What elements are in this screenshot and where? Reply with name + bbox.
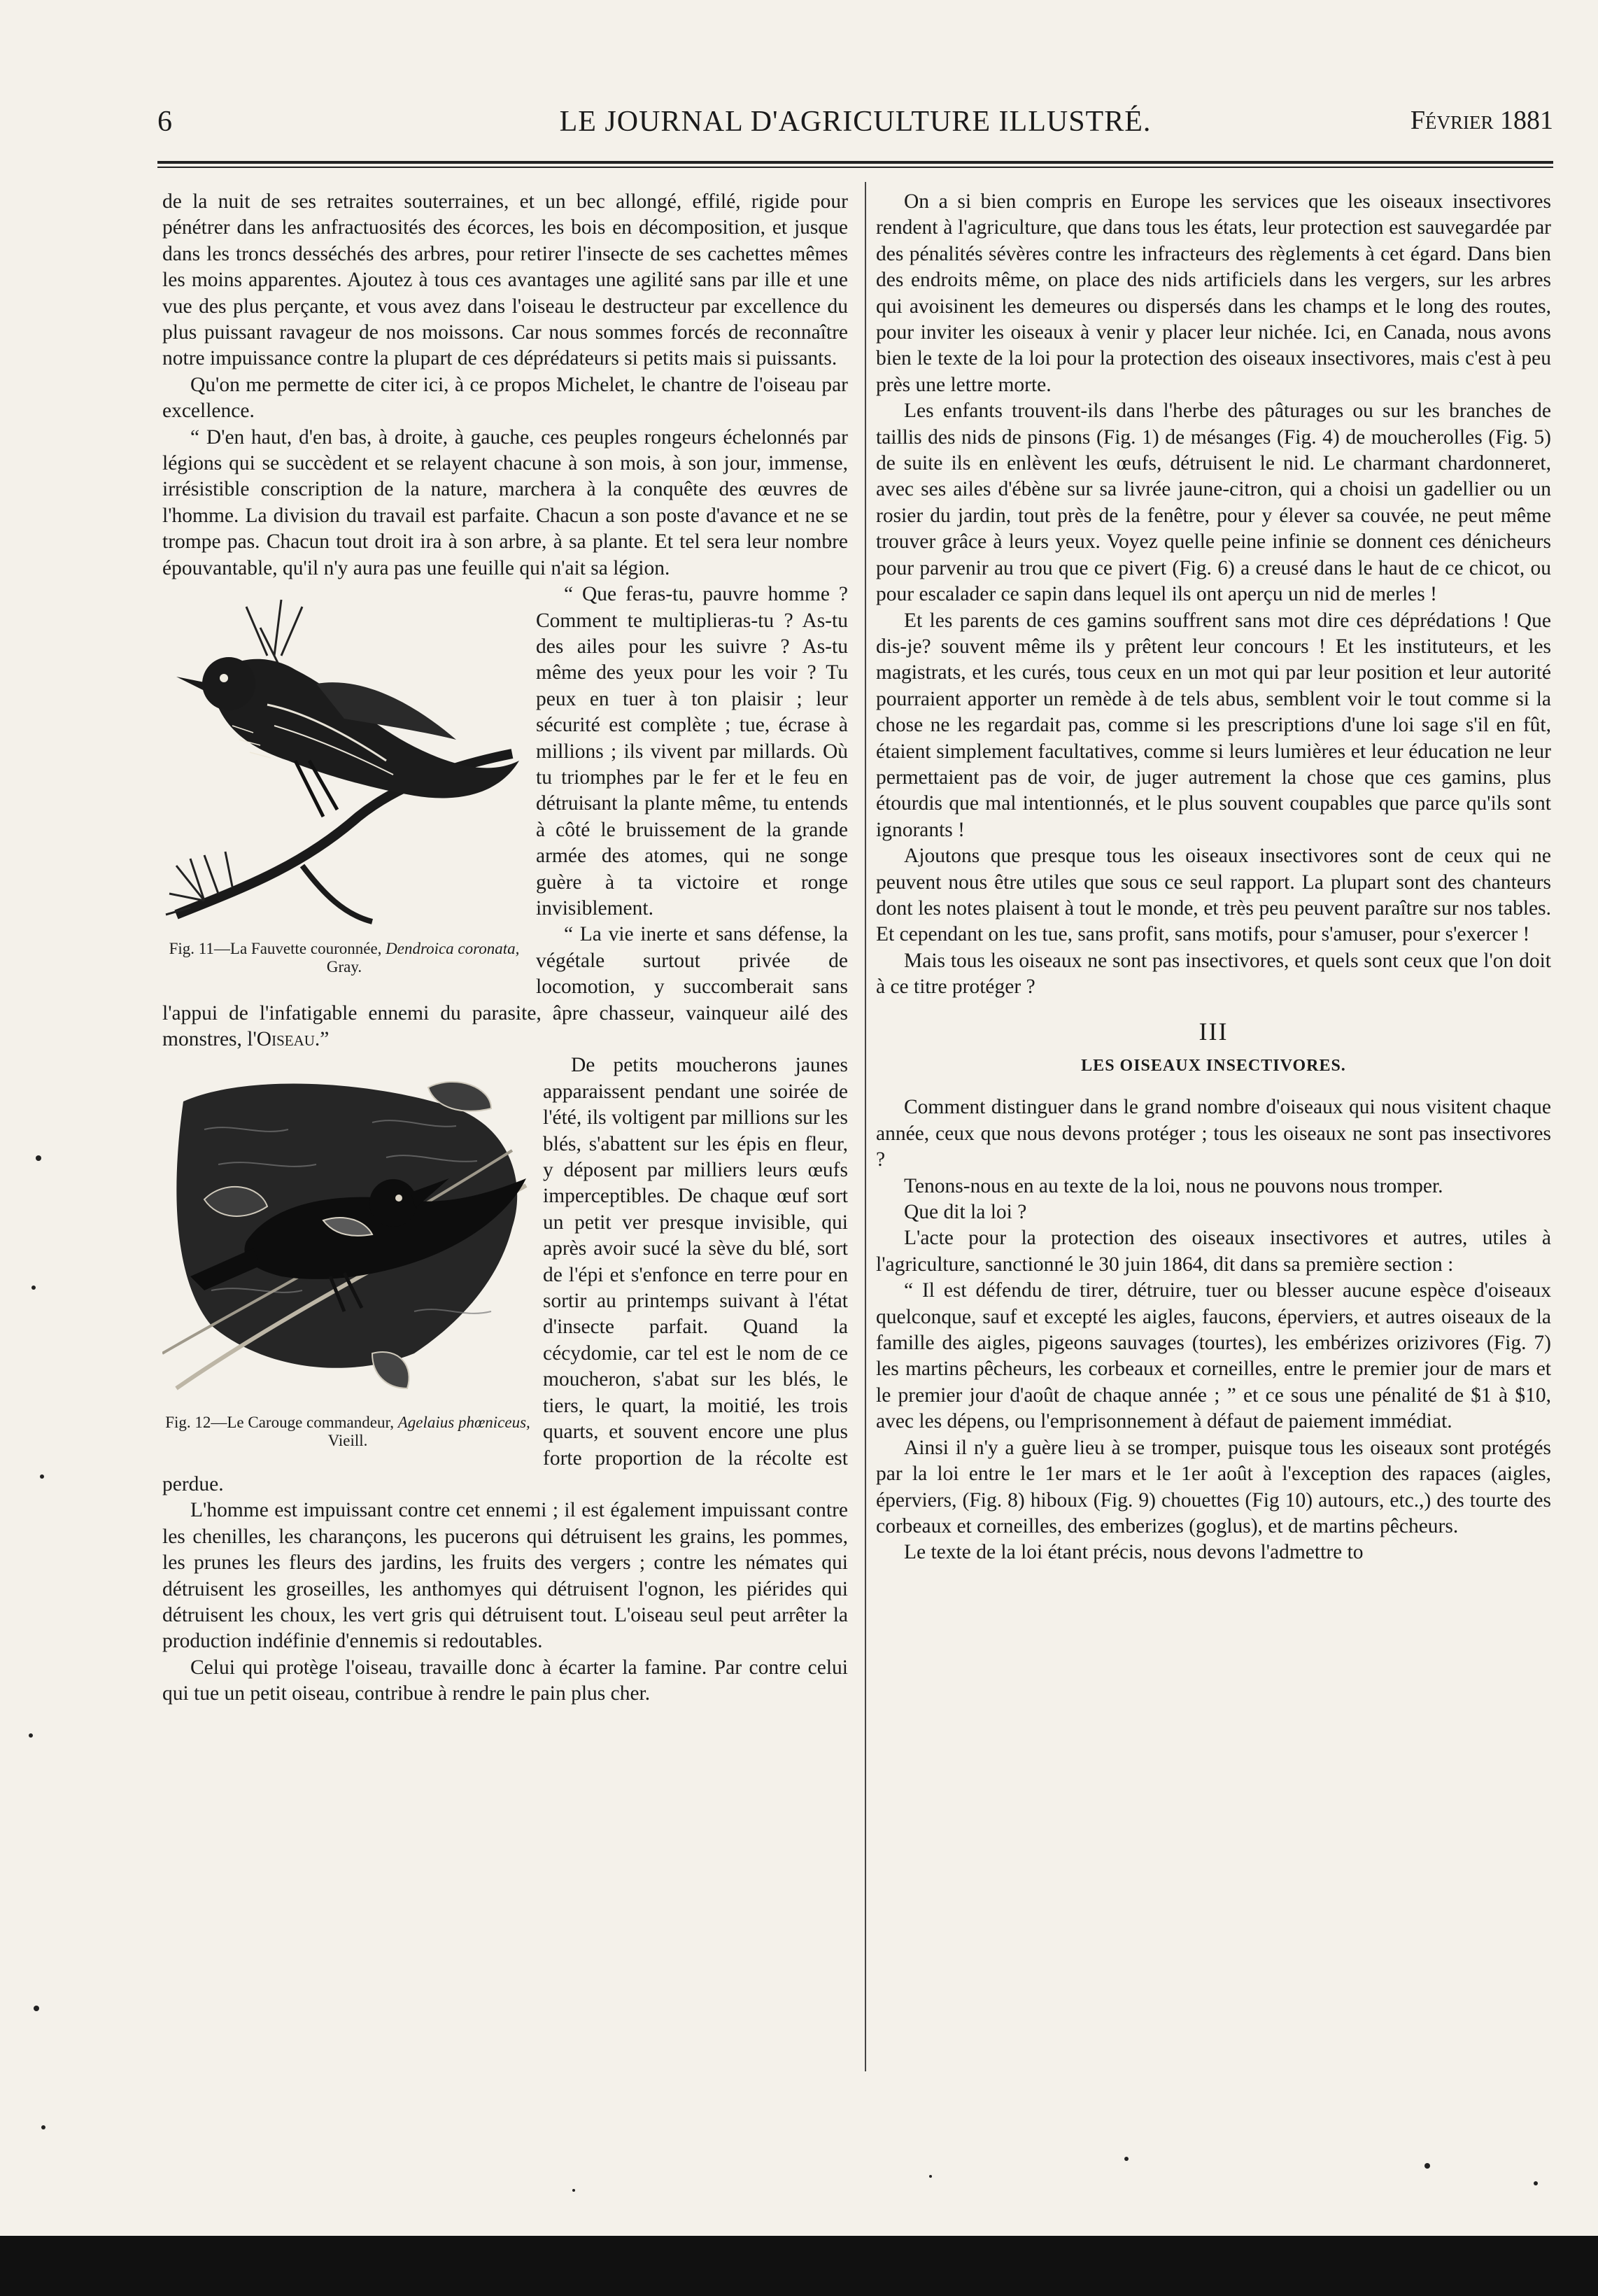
figure-11-label: Fig. 11—La Fauvette couronnée, [169, 940, 382, 958]
warbler-illustration [162, 586, 526, 936]
figure-12-author: Vieill. [327, 1432, 368, 1450]
right-paragraph-11: Ainsi il n'y a guère lieu à se tromper, puisque tous les oiseaux sont protégés par la loi entre le 1er mars et le 1er août à l'exception des rapaces (aigles, éperviers, (Fig. 8) hiboux (Fig. 9) chouettes (Fig 10) autours, etc.,) des tourte des corbeaux et corneilles, des emberizes (goglus), et de martins pêcheurs. [876, 1436, 1551, 1537]
figure-12-label: Fig. 12—Le Carouge commandeur, [165, 1414, 394, 1432]
left-paragraph-2: Qu'on me permette de citer ici, à ce propos Michelet, le chantre de l'oiseau par excellence. [162, 373, 848, 423]
header-rule [157, 161, 1553, 164]
section-title: LES OISEAUX INSECTIVORES. [1081, 1057, 1346, 1075]
right-paragraph-10: “ Il est défendu de tirer, détruire, tuer ou blesser aucune espèce d'oiseaux quelconque, sauf et excepté les aigles, faucons, éperviers, et autres oiseaux de la famille des aigles, pigeons sauvages (tourtes), les embérizes orizivores (Fig. 7) les martins pêcheurs, les corbeaux et corneilles, entre le premier jour de mars et le premier jour d'août de chaque année ; ” et ce sous une pénalité de $1 à $10, avec les dépens, ou l'emprisonnement à défaut de paiement immédiat. [876, 1279, 1551, 1433]
right-column [876, 189, 1551, 1566]
page-number: 6 [157, 106, 172, 138]
left-paragraph-6: De petits moucherons jaunes apparaissent pendant une soirée de l'été, ils voltigent par millions sur les blés, s'abattent sur les épis en fleur, y déposent par milliers leurs œufs imperceptibles. De chaque œuf sort un petit ver presque invisible, qui après avoir sucé la sève du blé, sort de l'épi et s'enfonce en terre pour en sortir au printemps suivant à l'état d'insecte parfait. Quand la cécydomie, car tel est le nom de ce moucheron, s'abat sur les blés, le tiers, le quart, la moitié, les trois quarts, et souvent encore une plus forte proportion de la récolte est perdue. [162, 1054, 848, 1495]
left-paragraph-8: Celui qui protège l'oiseau, travaille donc à écarter la famine. Par contre celui qui tue un petit oiseau, contribue à rendre le pain plus cher. [162, 1656, 848, 1705]
right-paragraph-2: Les enfants trouvent-ils dans l'herbe des pâturages ou sur les branches de taillis des nids de pinsons (Fig. 1) de mésanges (Fig. 4) de moucherolles (Fig. 5) de suite ils en enlèvent les œufs, détruisent le nid. Le charmant chardonneret, avec ses ailes d'ébène sur sa livrée jaune-citron, qui a choisi un gadellier ou un rosier du jardin, tout près de la fenêtre, pour y élever sa couvée, ne peut même trouver grâce à leurs yeux. Voyez quelle peine infinie se donnent ces dénicheurs pour parvenir au trou que ce pivert (Fig. 6) a creusé dans le haut de ce chicot, ou pour escalader ce sapin dans lequel ils ont aperçu un nid de merles ! [876, 400, 1551, 606]
right-paragraph-3: Et les parents de ces gamins souffrent sans mot dire ces déprédations ! Que dis-je? souvent même ils y prêtent leur concours ! Et les instituteurs, et les magistrats, et les curés, tous ceux en un mot qui par leur position et leur autorité pourraient apporter un remède à de tels abus, semblent voir le tout comme si la chose ne les regardait pas, comme si les prescriptions d'une loi sage s'il en fût, étaient simplement facultatives, comme si leurs lumières et leur éducation ne leur permettaient pas de voir, de juger autrement la chose que ces gamins, plus étourdis que mal intentionnés, et le plus souvent coupables que parce qu'ils sont ignorants ! [876, 609, 1551, 841]
left-paragraph-4: “ Que feras-tu, pauvre homme ? Comment te multiplieras-tu ? As-tu des ailes pour les suivre ? As-tu même des yeux pour les voir ? Tu peux en tuer à ton plaisir ; leur sécurité est complète ; tue, écrase à millions ; ils vivent par millards. Où tu triomphes par le fer et le feu en détruisant la plante même, tu entends à côté le bruissement de la grande armée des atomes, qui ne songe guère à ta victoire et ronge invisiblement. [536, 583, 848, 920]
figure-12-caption [162, 1414, 533, 1450]
left-paragraph-5-text: “ La vie inerte et sans défense, la végétale surtout privée de locomotion, y succomberait sans l'appui de l'infatigable ennemi du parasite, âpre chasseur, vainqueur ailé des monstres, l' [162, 923, 848, 1050]
figure-11-author: Gray. [326, 958, 362, 976]
closing-quote: ” [320, 1028, 330, 1050]
journal-title: LE JOURNAL D'AGRICULTURE ILLUSTRÉ. [559, 106, 1152, 138]
scan-bottom-edge [0, 2236, 1598, 2296]
blackbird-illustration [162, 1059, 533, 1409]
figure-12-latin: Agelaius phœniceus, [397, 1414, 530, 1432]
page-header [157, 105, 1553, 147]
right-paragraph-9: L'acte pour la protection des oiseaux insectivores et autres, utiles à l'agriculture, sanctionné le 30 juin 1864, dit dans sa première section : [876, 1227, 1551, 1276]
figure-11 [162, 586, 526, 976]
right-paragraph-1: On a si bien compris en Europe les services que les oiseaux insectivores rendent à l'agriculture, que dans tous les états, leur protection est sauvegardée par des pénalités sévères contre les infracteurs des règlements à cet égard. Dans bien des endroits même, on place des nids artificiels dans les vergers, sur les arbres qui avoisinent les demeures ou dispersés dans les champs et le long des routes, pour inviter les oiseaux à venir y placer leur nichée. Ici, en Canada, nous avons bien le texte de la loi pour la protection des oiseaux insectivores, mais c'est à peu près une lettre morte. [876, 190, 1551, 396]
left-paragraph-1: de la nuit de ses retraites souterraines, et un bec allongé, effilé, rigide pour pénétrer dans les anfractuosités des écorces, les bois en décomposition, et jusque dans les troncs desséchés des arbres, pour retirer l'insecte de ses cachettes mêmes les moins apparentes. Ajoutez à tous ces avantages une agilité sans par ille et une vue des plus perçante, et vous avez dans l'oiseau le destructeur par excellence du plus puissant ravageur de nos moissons. Car nous sommes forcés de reconnaître notre impuissance contre la plupart de ces déprédateurs si petits mais si puissants. [162, 190, 848, 370]
right-paragraph-8: Que dit la loi ? [904, 1201, 1027, 1224]
right-paragraph-5: Mais tous les oiseaux ne sont pas insectivores, et quels sont ceux que l'on doit à ce titre protéger ? [876, 949, 1551, 999]
issue-date: Février 1881 [1410, 106, 1553, 135]
right-paragraph-4: Ajoutons que presque tous les oiseaux insectivores sont de ceux qui ne peuvent nous être utiles que sous ce seul rapport. La plupart sont des chanteurs dont les notes plaisent à tout le monde, et très peu peuvent paraître sur nos tables. Et cependant on les tue, sans profit, sans motifs, pour s'amuser, pour s'exercer ! [876, 845, 1551, 946]
header-rule-thin [157, 167, 1553, 168]
column-divider [865, 182, 866, 2071]
figure-11-caption [162, 940, 526, 976]
section-number: III [1198, 1017, 1229, 1045]
left-paragraph-7: L'homme est impuissant contre cet ennemi ; il est également impuissant contre les chenilles, les charançons, les pucerons qui détruisent les grains, les pommes, les prunes les fleurs des jardins, les fruits des vergers ; contre les némates qui détruisent les groseilles, les anthomyes qui détruisent l'ognon, les piérides qui détruisent les choux, les vert gris qui détruisent tout. L'oiseau seul peut arrêter la production indéfinie d'ennemis si redoutables. [162, 1499, 848, 1653]
right-paragraph-12: Le texte de la loi étant précis, nous devons l'admettre to [904, 1541, 1364, 1564]
figure-12 [162, 1059, 533, 1450]
left-paragraph-3: “ D'en haut, d'en bas, à droite, à gauche, ces peuples rongeurs échelonnés par légions qui se succèdent et se relayent chacune à son mois, à son jour, immense, irrésistible conscription de la nature, marchera à la conquête des œuvres de l'homme. La division du travail est parfaite. Chacun a son poste d'avance et ne se trompe pas. Chacun tout droit ira à son arbre, à sa plante. Et tel sera leur nombre épouvantable, qu'il n'y aura pas une feuille qui n'ait sa légion. [162, 425, 848, 579]
bird-word: Oiseau. [256, 1028, 320, 1050]
right-paragraph-7: Tenons-nous en au texte de la loi, nous ne pouvons nous tromper. [904, 1174, 1443, 1197]
right-paragraph-6: Comment distinguer dans le grand nombre d'oiseaux qui nous visitent chaque année, ceux que nous devons protéger ; tous les oiseaux ne sont pas insectivores ? [876, 1096, 1551, 1171]
figure-11-latin: Dendroica coronata, [386, 940, 520, 958]
left-column [162, 189, 848, 1707]
